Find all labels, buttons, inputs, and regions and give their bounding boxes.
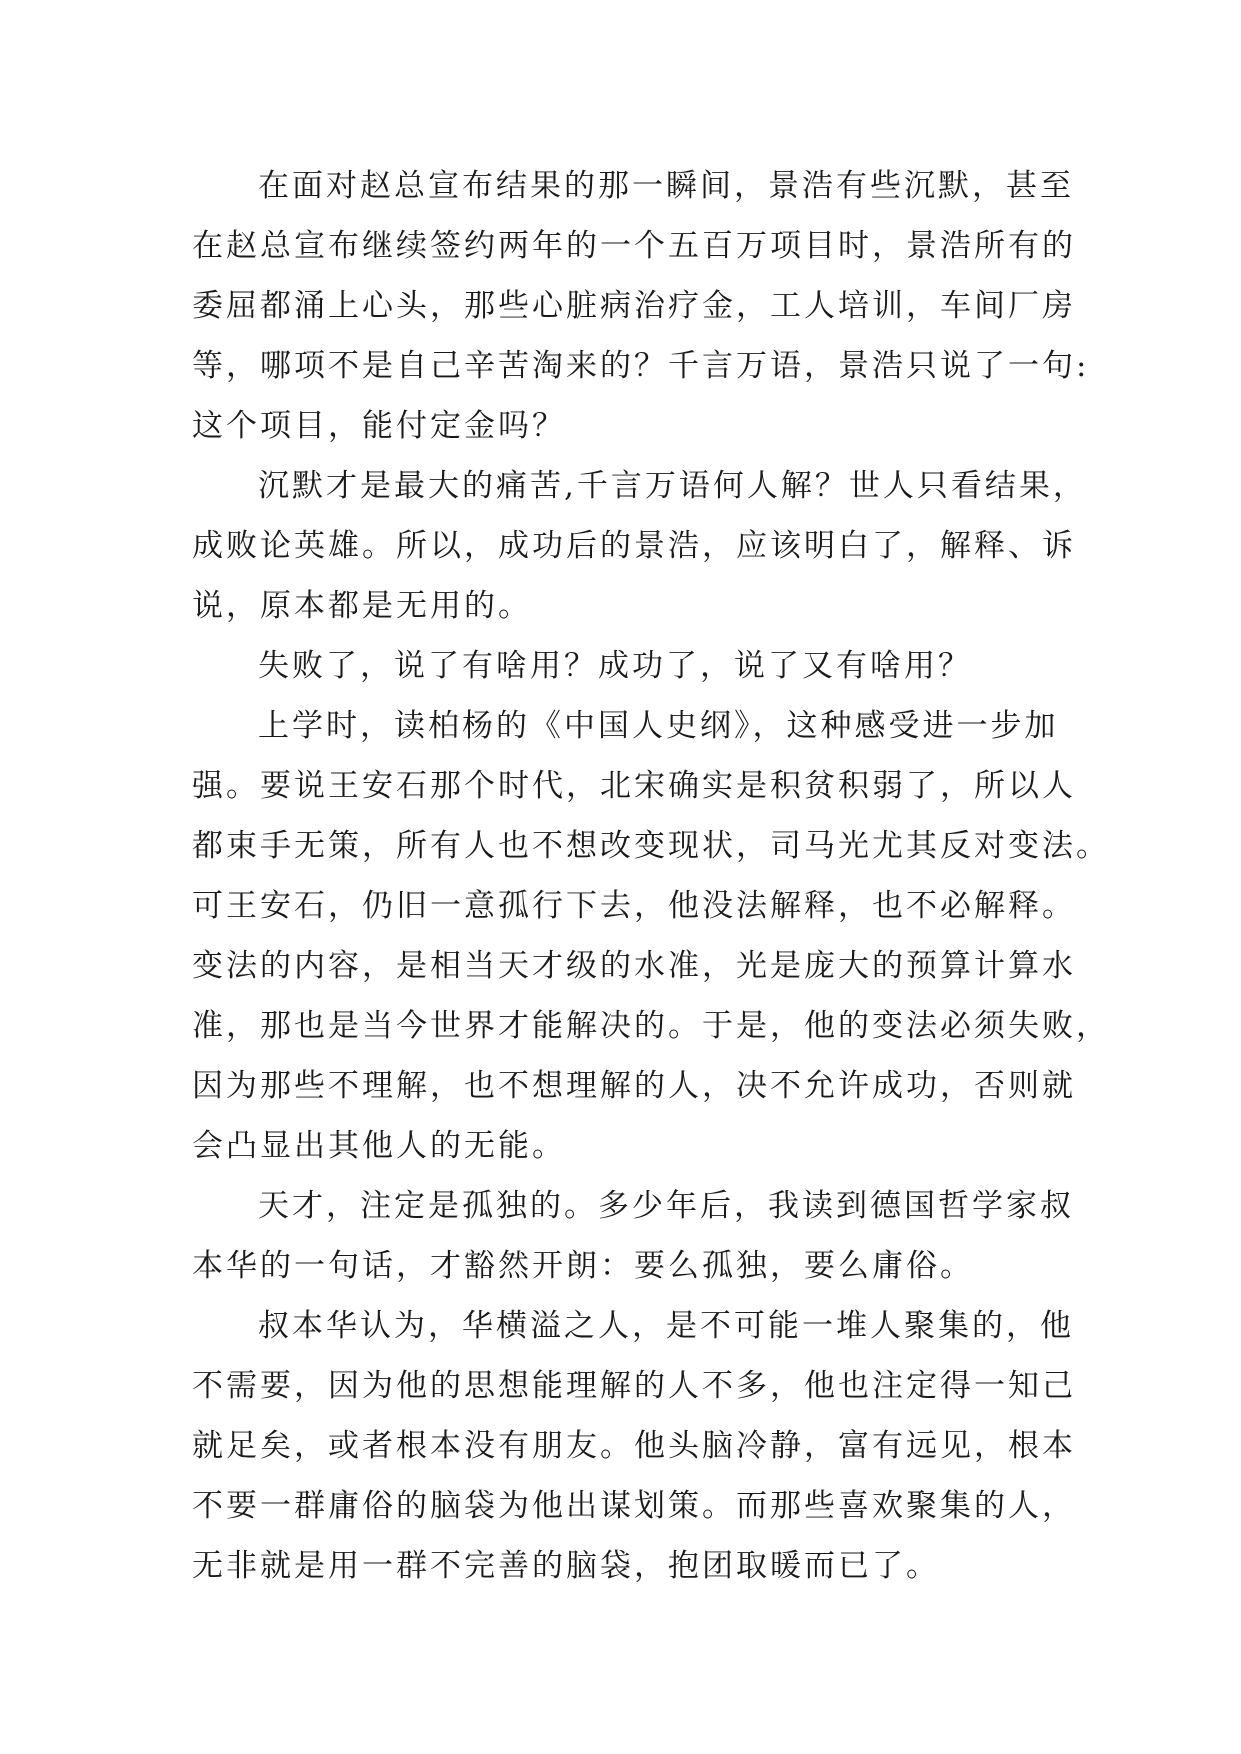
text-line: 可王安石，仍旧一意孤行下去，他没法解释，也不必解释。 bbox=[192, 888, 1076, 924]
text-line: 因为那些不理解，也不想理解的人，决不允许成功，否则就 bbox=[192, 1068, 1076, 1104]
text-line: 等，哪项不是自己辛苦淘来的？千言万语，景浩只说了一句: bbox=[192, 348, 1090, 384]
text-line: 委屈都涌上心头，那些心脏病治疗金，工人培训，车间厂房 bbox=[192, 288, 1076, 324]
paragraph-6 bbox=[192, 1296, 1076, 1596]
text-line: 叔本华认为，华横溢之人，是不可能一堆人聚集的，他 bbox=[258, 1308, 1074, 1344]
text-line: 不要一群庸俗的脑袋为他出谋划策。而那些喜欢聚集的人， bbox=[192, 1488, 1076, 1524]
text-line: 无非就是用一群不完善的脑袋，抱团取暖而已了。 bbox=[192, 1548, 940, 1584]
text-line: 在面对赵总宣布结果的那一瞬间，景浩有些沉默，甚至 bbox=[258, 168, 1074, 204]
paragraph-2 bbox=[192, 456, 1087, 636]
text-line: 不需要，因为他的思想能理解的人不多，他也注定得一知己 bbox=[192, 1368, 1076, 1404]
text-line: 天才，注定是孤独的。多少年后，我读到德国哲学家叔 bbox=[258, 1188, 1074, 1224]
text-line: 上学时，读柏杨的《中国人史纲》，这种感受进一步加 bbox=[258, 708, 1059, 744]
text-line: 沉默才是最大的痛苦,千言万语何人解？世人只看结果， bbox=[258, 468, 1087, 504]
text-line: 在赵总宣布继续签约两年的一个五百万项目时，景浩所有的 bbox=[192, 228, 1076, 264]
paragraph-5 bbox=[192, 1176, 1074, 1296]
text-line: 就足矣，或者根本没有朋友。他头脑冷静，富有远见，根本 bbox=[192, 1428, 1076, 1464]
paragraph-1 bbox=[192, 156, 1090, 456]
text-line: 这个项目，能付定金吗？ bbox=[192, 408, 566, 444]
paragraph-4 bbox=[192, 696, 1110, 1176]
text-line: 都束手无策，所有人也不想改变现状，司马光尤其反对变法。 bbox=[192, 828, 1110, 864]
text-line: 准，那也是当今世界才能解决的。于是，他的变法必须失败， bbox=[192, 1008, 1110, 1044]
text-line: 成败论英雄。所以，成功后的景浩，应该明白了，解释、诉 bbox=[192, 528, 1076, 564]
paragraph-3 bbox=[192, 636, 1062, 696]
text-line: 本华的一句话，才豁然开朗：要么孤独，要么庸俗。 bbox=[192, 1248, 974, 1284]
text-line: 失败了，说了有啥用？成功了，说了又有啥用？ bbox=[258, 648, 972, 684]
text-line: 变法的内容，是相当天才级的水准，光是庞大的预算计算水 bbox=[192, 948, 1076, 984]
text-line: 强。要说王安石那个时代，北宋确实是积贫积弱了，所以人 bbox=[192, 768, 1076, 804]
body-text bbox=[192, 156, 1110, 1596]
text-line: 会凸显出其他人的无能。 bbox=[192, 1128, 566, 1164]
text-line: 说，原本都是无用的。 bbox=[192, 588, 532, 624]
